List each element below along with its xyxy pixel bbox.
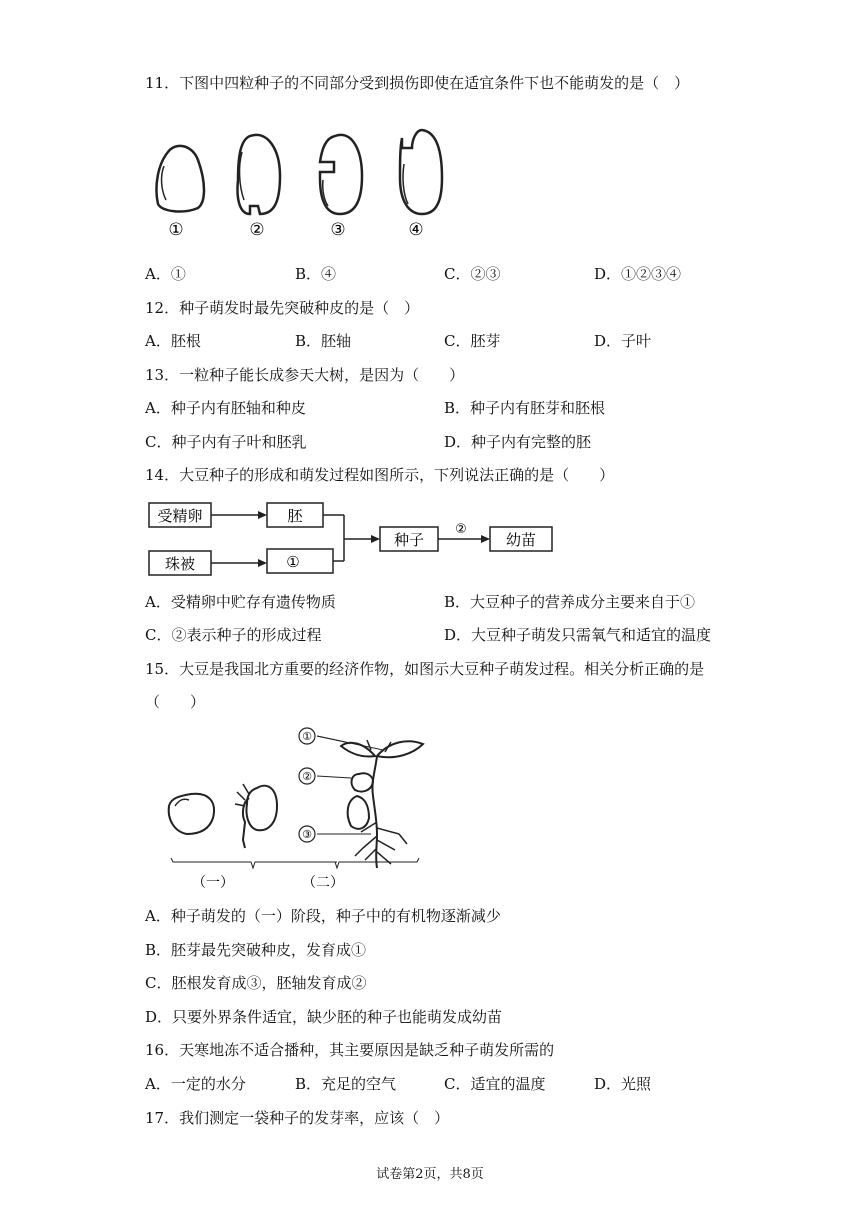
q14-stem: 14．大豆种子的形成和萌发过程如图所示，下列说法正确的是（ ） — [145, 466, 615, 484]
q15-option-a: A．种子萌发的（一）阶段，种子中的有机物逐渐减少 — [145, 907, 501, 925]
label-part-1: ① — [286, 553, 300, 571]
label-seed: 种子 — [393, 531, 425, 549]
q14-flow-diagram — [148, 502, 558, 580]
q15-stem-line-1: 15．大豆是我国北方重要的经济作物，如图示大豆种子萌发过程。相关分析正确的是 — [145, 660, 705, 678]
q13-stem: 13．一粒种子能长成参天大树，是因为（ ） — [145, 366, 465, 384]
q16-option-a: A．一定的水分 — [145, 1075, 246, 1093]
seed-2-label: ② — [249, 220, 265, 240]
seed-2-shape — [238, 135, 281, 214]
q12-option-d: D．子叶 — [594, 332, 652, 350]
q14-option-a: A．受精卵中贮存有遗传物质 — [145, 593, 336, 611]
arrow-head-4 — [481, 535, 490, 543]
q15-stem-line-2: （ ） — [145, 693, 206, 711]
seedling-seed-coat — [348, 796, 369, 829]
q16-option-b: B．充足的空气 — [295, 1075, 397, 1093]
seedling-cotyledon — [352, 773, 373, 791]
q13-option-b: B．种子内有胚芽和胚根 — [444, 399, 606, 417]
q11-option-a: A．① — [145, 265, 186, 283]
q13-option-d: D．种子内有完整的胚 — [444, 433, 592, 451]
label-part-2: ② — [302, 770, 312, 783]
q12-option-c: C．胚芽 — [444, 332, 501, 350]
seed-stage-1 — [169, 794, 214, 834]
q16-option-d: D．光照 — [594, 1075, 652, 1093]
q15-option-c: C．胚根发育成③，胚轴发育成② — [145, 974, 367, 992]
label-stage-2: （二） — [302, 875, 344, 891]
q17-stem: 17．我们测定一袋种子的发芽率，应该（ ） — [145, 1109, 450, 1127]
q11-option-d: D．①②③④ — [594, 265, 682, 283]
q11-seed-figure — [140, 120, 460, 245]
q12-option-a: A．胚根 — [145, 332, 201, 350]
page-footer: 试卷第2页，共8页 — [376, 1167, 484, 1182]
label-step-2: ② — [455, 522, 467, 537]
seed-1-shape — [156, 146, 204, 212]
q15-option-d: D．只要外界条件适宜，缺少胚的种子也能萌发成幼苗 — [145, 1008, 503, 1026]
seed-2-hilum — [240, 152, 244, 200]
q13-option-a: A．种子内有胚轴和种皮 — [145, 399, 306, 417]
q14-option-d: D．大豆种子萌发只需氧气和适宜的温度 — [444, 626, 712, 644]
q14-option-c: C．②表示种子的形成过程 — [145, 626, 322, 644]
q15-germination-figure — [145, 722, 435, 894]
arrow-head-1 — [258, 511, 267, 519]
label-stage-1: （一） — [192, 875, 234, 891]
seed-stage-2 — [246, 786, 277, 831]
q15-option-b: B．胚芽最先突破种皮，发育成① — [145, 941, 367, 959]
arrow-head-2 — [258, 559, 267, 567]
label-ovule-wall: 珠被 — [164, 555, 196, 573]
q11-option-c: C．②③ — [444, 265, 501, 283]
label-part-1: ① — [302, 730, 312, 743]
seedling-leaf-right — [377, 741, 423, 757]
arrow-head-3 — [371, 535, 380, 543]
q16-option-c: C．适宜的温度 — [444, 1075, 546, 1093]
seed-1-label: ① — [168, 220, 184, 240]
label-part-3: ③ — [302, 828, 312, 841]
label-seedling: 幼苗 — [505, 531, 537, 549]
label-embryo: 胚 — [287, 507, 303, 525]
box-part-1 — [267, 549, 333, 573]
seed-1-hilum — [162, 166, 166, 200]
label-fertilized-egg: 受精卵 — [157, 507, 203, 525]
q12-option-b: B．胚轴 — [295, 332, 352, 350]
q12-stem: 12．种子萌发时最先突破种皮的是（ ） — [145, 299, 420, 317]
q11-stem: 11．下图中四粒种子的不同部分受到损伤即使在适宜条件下也不能萌发的是（ ） — [145, 74, 690, 92]
q11-option-b: B．④ — [295, 265, 337, 283]
q14-option-b: B．大豆种子的营养成分主要来自于① — [444, 593, 696, 611]
q13-option-c: C．种子内有子叶和胚乳 — [145, 433, 307, 451]
seed-4-label: ④ — [408, 220, 424, 240]
q16-stem: 16．天寒地冻不适合播种，其主要原因是缺乏种子萌发所需的 — [145, 1041, 555, 1059]
seed-3-label: ③ — [330, 220, 346, 240]
